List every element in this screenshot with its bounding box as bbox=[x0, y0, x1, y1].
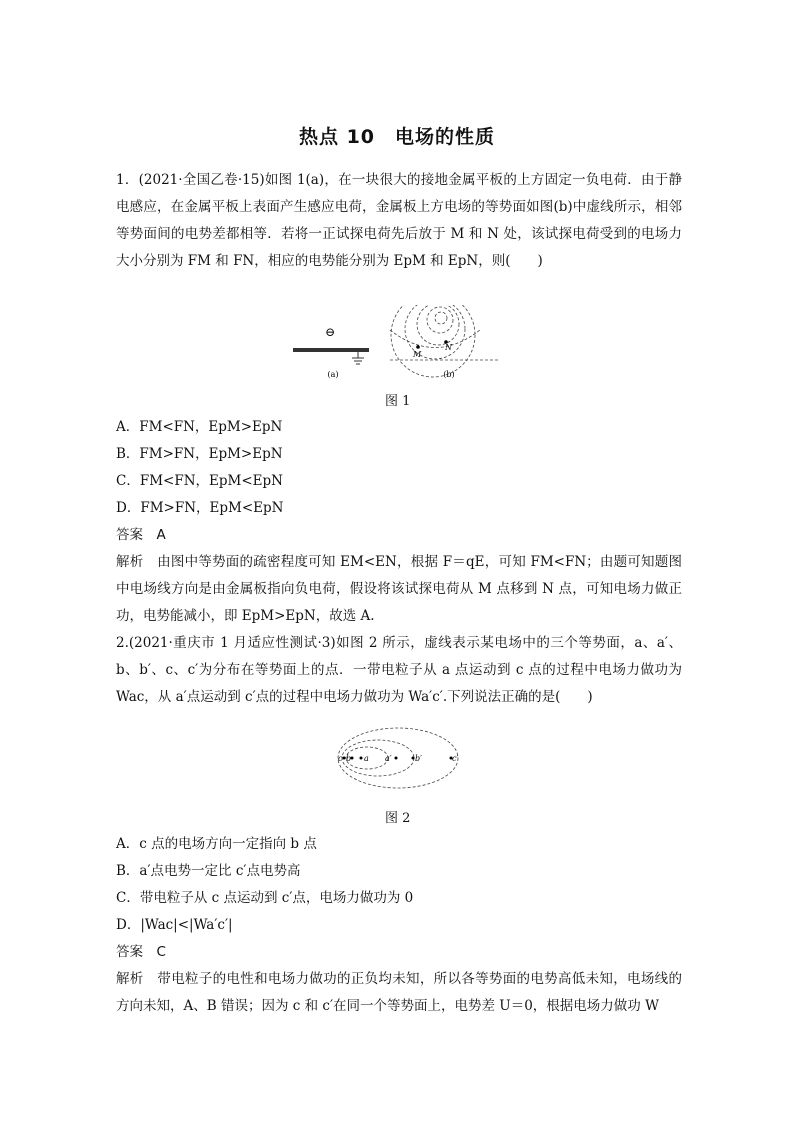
q2-option-d: D．|Wac|<|Wa′c′| bbox=[116, 917, 233, 933]
figure-1 bbox=[285, 305, 515, 387]
figure-1b-label: (b) bbox=[443, 370, 455, 379]
q1-option-b: B．FM>FN，EpM>EpN bbox=[116, 446, 283, 462]
figure-1a-label: (a) bbox=[327, 370, 339, 379]
q1-answer: 答案 A bbox=[116, 527, 166, 543]
q1-option-c: C．FM<FN，EpM<EpN bbox=[116, 473, 283, 489]
q2-option-a: A．c 点的电场方向一定指向 b 点 bbox=[116, 836, 317, 852]
figure-1-caption: 图 1 bbox=[385, 394, 411, 409]
figure-2 bbox=[333, 724, 463, 792]
negative-charge-icon: ⊖ bbox=[324, 325, 336, 339]
q1-option-a: A．FM<FN，EpM>EpN bbox=[116, 419, 283, 435]
point-a-label: a bbox=[364, 754, 369, 763]
q2-option-c: C．带电粒子从 c 点运动到 c′点，电场力做功为 0 bbox=[116, 890, 414, 906]
q1-option-d: D．FM>FN，EpM<EpN bbox=[116, 500, 284, 516]
metal-plate bbox=[293, 348, 369, 352]
equipotential-outer bbox=[338, 728, 458, 788]
q2-answer: 答案 C bbox=[116, 944, 166, 960]
point-m bbox=[416, 345, 420, 349]
point-a-prime-label: a′ bbox=[385, 754, 392, 763]
point-c-prime-label: c′ bbox=[452, 754, 459, 763]
point-c-label: c bbox=[338, 754, 343, 763]
point-b-label: b bbox=[346, 754, 352, 763]
question-2-stem: 2.(2021·重庆市 1 月适应性测试·3)如图 2 所示，虚线表示某电场中的三个等势面，a、a′、b、b′、c、c′为分布在等势面上的点．一带电粒子从 a 点运动到 c 点的过程中电场力做功为 Wac，从 a′点运动到 c′点的过程中电场力做功为 Wa′c′.下列说法正确的是( ) bbox=[116, 635, 682, 705]
q1-analysis: 解析 由图中等势面的疏密程度可知 EM<EN，根据 F＝qE，可知 FM<FN；由题可知题图中电场线方向是由金属板指向负电荷，假设将该试探电荷从 M 点移到 N 点，可知电场力做正功，电势能减小，即 EpM>EpN，故选 A. bbox=[116, 554, 682, 624]
point-n-label: N bbox=[445, 343, 452, 352]
q2-option-b: B．a′点电势一定比 c′点电势高 bbox=[116, 863, 301, 879]
question-1-stem: 1．(2021·全国乙卷·15)如图 1(a)，在一块很大的接地金属平板的上方固定一负电荷．由于静电感应，在金属平板上表面产生感应电荷，金属板上方电场的等势面如图(b)中虚线所示，相邻等势面间的电势差都相等．若将一正试探电荷先后放于 M 和 N 处，该试探电荷受到的电场力大小分别为 FM 和 FN，相应的电势能分别为 EpM 和 EpN，则( ) bbox=[116, 172, 682, 269]
page-title: 热点 10 电场的性质 bbox=[298, 126, 496, 148]
q2-analysis: 解析 带电粒子的电性和电场力做功的正负均未知，所以各等势面的电势高低未知，电场线的方向未知，A、B 错误；因为 c 和 c′在同一个等势面上，电势差 U＝0，根据电场力做功 W bbox=[116, 971, 682, 1014]
figure-2-caption: 图 2 bbox=[385, 811, 411, 826]
point-m-label: M bbox=[413, 350, 422, 359]
point-b-prime-label: b′ bbox=[415, 754, 422, 763]
